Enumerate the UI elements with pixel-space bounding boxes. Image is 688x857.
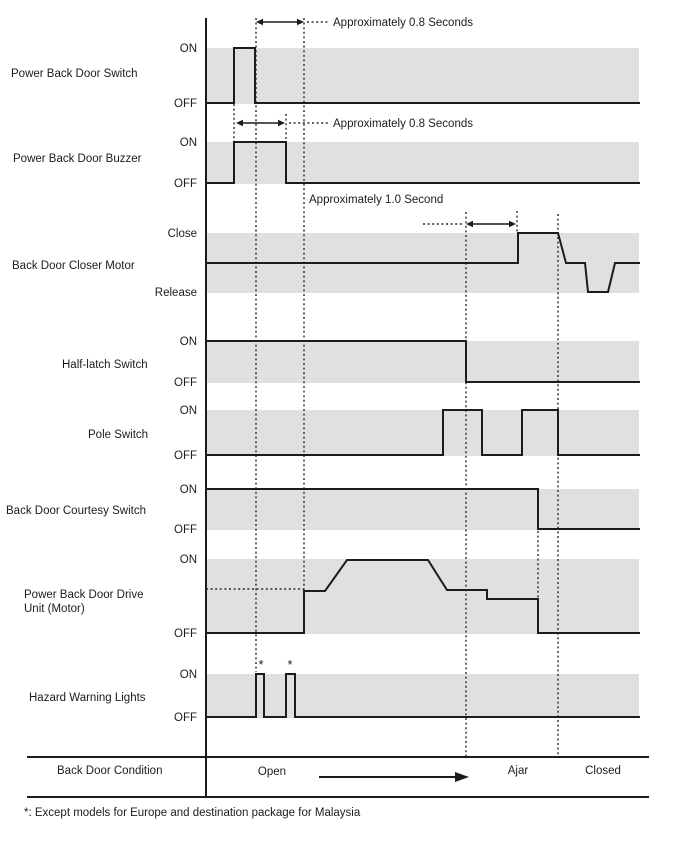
annotation-text-closer-delay: Approximately 1.0 Second <box>309 194 444 206</box>
level-label-pole-switch: OFF <box>174 450 197 462</box>
annotation-text-switch-duration: Approximately 0.8 Seconds <box>333 17 473 29</box>
row-label-back-door-closer-motor: Back Door Closer Motor <box>12 260 135 272</box>
level-label-back-door-closer-motor: Close <box>167 228 197 240</box>
level-label-back-door-courtesy-switch: ON <box>179 484 197 496</box>
signal-band-back-door-courtesy-switch <box>206 489 639 530</box>
annotation-buzzer-duration <box>236 118 473 130</box>
condition-state-open: Open <box>257 766 287 778</box>
level-label-power-back-door-buzzer: ON <box>179 137 197 149</box>
level-label-back-door-closer-motor: Release <box>154 287 197 299</box>
condition-state-closed: Closed <box>585 765 621 777</box>
arrowhead-left <box>466 221 473 227</box>
signal-band-power-back-door-switch <box>206 48 639 104</box>
row-label-back-door-courtesy-switch: Back Door Courtesy Switch <box>6 505 146 517</box>
annotation-text-buzzer-duration: Approximately 0.8 Seconds <box>333 118 473 130</box>
condition-row-label: Back Door Condition <box>57 765 163 777</box>
level-label-back-door-courtesy-switch: OFF <box>174 524 197 536</box>
arrowhead-right <box>297 19 304 25</box>
row-label-power-back-door-buzzer: Power Back Door Buzzer <box>13 153 142 165</box>
footnote-text: *: Except models for Europe and destination package for Malaysia <box>24 807 361 819</box>
row-label-hazard-warning-lights: Hazard Warning Lights <box>29 692 146 704</box>
signal-band-pole-switch <box>206 410 639 456</box>
level-label-power-back-door-drive-unit: ON <box>179 554 197 566</box>
arrowhead-right <box>278 120 285 126</box>
row-label-power-back-door-drive-unit: Unit (Motor) <box>24 603 85 615</box>
signal-band-power-back-door-drive-unit <box>206 559 639 634</box>
level-label-power-back-door-switch: ON <box>179 43 197 55</box>
level-label-hazard-warning-lights: OFF <box>174 712 197 724</box>
level-label-power-back-door-switch: OFF <box>174 98 197 110</box>
condition-state-ajar: Ajar <box>507 765 529 777</box>
annotation-closer-delay <box>309 194 516 227</box>
signal-band-half-latch-switch <box>206 341 639 383</box>
arrowhead-left <box>236 120 243 126</box>
arrowhead-right <box>509 221 516 227</box>
row-label-power-back-door-switch: Power Back Door Switch <box>11 68 138 80</box>
signal-band-power-back-door-buzzer <box>206 142 639 184</box>
level-label-pole-switch: ON <box>179 405 197 417</box>
level-label-half-latch-switch: OFF <box>174 377 197 389</box>
row-label-half-latch-switch: Half-latch Switch <box>62 359 148 371</box>
asterisk-marker: * <box>258 657 264 672</box>
row-label-power-back-door-drive-unit: Power Back Door Drive <box>24 589 144 601</box>
asterisk-marker: * <box>287 657 293 672</box>
level-label-power-back-door-buzzer: OFF <box>174 178 197 190</box>
arrowhead-left <box>256 19 263 25</box>
annotation-switch-duration <box>256 17 473 29</box>
level-label-power-back-door-drive-unit: OFF <box>174 628 197 640</box>
level-label-half-latch-switch: ON <box>179 336 197 348</box>
row-label-pole-switch: Pole Switch <box>88 429 149 441</box>
signal-band-hazard-warning-lights <box>206 674 639 718</box>
condition-arrowhead <box>455 772 469 782</box>
level-label-hazard-warning-lights: ON <box>179 669 197 681</box>
